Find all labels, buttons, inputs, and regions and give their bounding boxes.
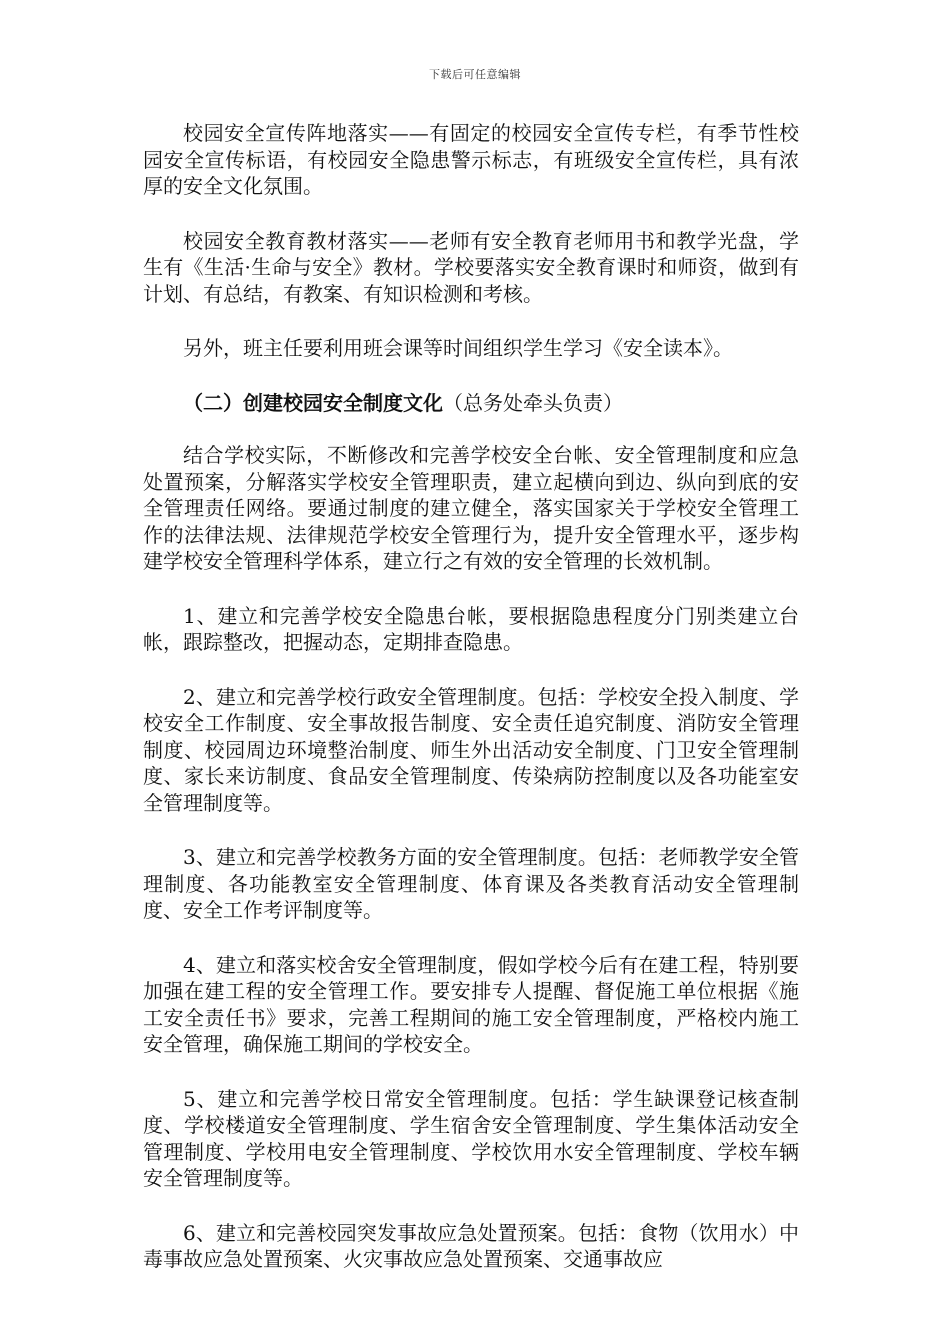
document-body bbox=[143, 120, 799, 1301]
paragraph-intro: 结合学校实际，不断修改和完善学校安全台帐、安全管理制度和应急处置预案，分解落实学校安全管理职责，建立起横向到边、纵向到底的安全管理责任网络。要通过制度的建立健全，落实国家关于学校安全管理工作的法律法规、法律规范学校安全管理行为，提升安全管理水平，逐步构建学校安全管理科学体系，建立行之有效的安全管理的长效机制。 bbox=[143, 443, 799, 573]
paragraph-item-1: 1、建立和完善学校安全隐患台帐，要根据隐患程度分门别类建立台帐，跟踪整改，把握动态，定期排查隐患。 bbox=[143, 603, 799, 654]
paragraph-item-6: 6、建立和完善校园突发事故应急处置预案。包括：食物（饮用水）中毒事故应急处置预案、火灾事故应急处置预案、交通事故应 bbox=[143, 1220, 799, 1271]
paragraph-item-5: 5、建立和完善学校日常安全管理制度。包括：学生缺课登记核查制度、学校楼道安全管理制度、学生宿舍安全管理制度、学生集体活动安全管理制度、学校用电安全管理制度、学校饮用水安全管理制度、学校车辆安全管理制度等。 bbox=[143, 1086, 799, 1190]
section-heading-title: （二）创建校园安全制度文化 bbox=[183, 390, 443, 415]
paragraph-publicity-position: 校园安全宣传阵地落实——有固定的校园安全宣传专栏，有季节性校园安全宣传标语，有校园安全隐患警示标志，有班级安全宣传栏，具有浓厚的安全文化氛围。 bbox=[143, 121, 799, 198]
paragraph-item-3: 3、建立和完善学校教务方面的安全管理制度。包括：老师教学安全管理制度、各功能教室安全管理制度、体育课及各类教育活动安全管理制度、安全工作考评制度等。 bbox=[143, 845, 799, 922]
header-note: 下载后可任意编辑 bbox=[429, 68, 521, 81]
paragraph-item-4: 4、建立和落实校舍安全管理制度，假如学校今后有在建工程，特别要加强在建工程的安全管理工作。要安排专人提醒、督促施工单位根据《施工安全责任书》要求，完善工程期间的施工安全管理制度，严格校内施工安全管理，确保施工期间的学校安全。 bbox=[143, 952, 799, 1056]
section-heading bbox=[143, 390, 799, 417]
paragraph-class-teacher: 另外，班主任要利用班会课等时间组织学生学习《安全读本》。 bbox=[183, 336, 733, 360]
section-heading-note: （总务处牵头负责） bbox=[443, 390, 623, 415]
paragraph-item-2: 2、建立和完善学校行政安全管理制度。包括：学校安全投入制度、学校安全工作制度、安全事故报告制度、安全责任追究制度、消防安全管理制度、校园周边环境整治制度、师生外出活动安全制度、门卫安全管理制度、家长来访制度、食品安全管理制度、传染病防控制度以及各功能室安全管理制度等。 bbox=[143, 684, 799, 815]
paragraph-teaching-materials: 校园安全教育教材落实——老师有安全教育老师用书和教学光盘，学生有《生活·生命与安全》教材。学校要落实安全教育课时和师资，做到有计划、有总结，有教案、有知识检测和考核。 bbox=[143, 228, 799, 306]
